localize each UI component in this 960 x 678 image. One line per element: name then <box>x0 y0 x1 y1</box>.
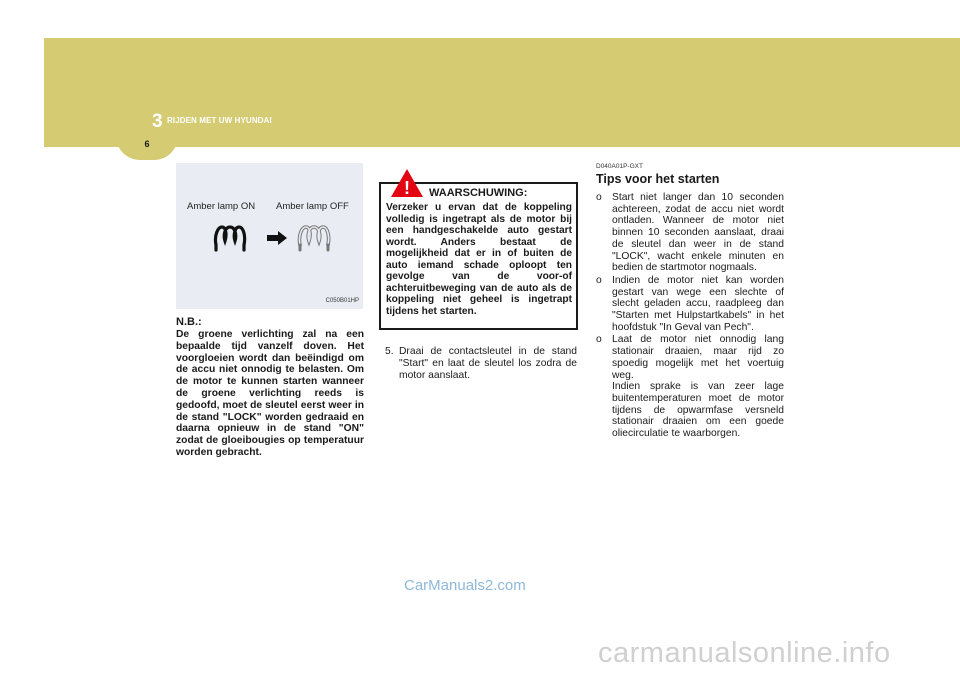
warning-title: WAARSCHUWING: <box>429 187 528 199</box>
page-number: 6 <box>144 139 150 149</box>
figure-code: C050B01HP <box>325 298 359 304</box>
chapter-number: 3 <box>152 111 163 132</box>
watermark: CarManuals2.com <box>404 577 526 594</box>
glow-plug-coil-icon-outline <box>297 223 331 253</box>
tip-text: Indien de motor niet kan worden gestart van wege een slechte of slecht geladen accu, raadpleeg dan "Starten met Hulpstartkabels" in het hoofdstuk "In Geval van Pech". <box>612 274 784 333</box>
tips-title: Tips voor het starten <box>596 172 720 186</box>
tips-code: D040A01P-GXT <box>596 163 643 170</box>
nb-section <box>176 316 364 459</box>
warning-triangle-icon <box>390 168 424 198</box>
page-tab <box>116 132 178 160</box>
step-text: Draai de contactsleutel in de stand "Start" en laat de sleutel los zodra de motor aanslaat. <box>399 346 577 381</box>
warning-text: Verzeker u ervan dat de koppeling volledig is ingetrapt als de motor bij een handgeschakelde auto gestart wordt. Anders bestaat de mogelijkheid dat er in of buiten de auto iemand schade oploopt ten gevolge van de voor-of achteruitbeweging van de auto als de koppeling niet geheel is ingetrapt tijdens het starten. <box>386 202 572 317</box>
bullet: o <box>596 192 602 203</box>
list-item <box>596 275 784 334</box>
step-5 <box>385 346 577 381</box>
list-item <box>596 192 784 274</box>
amber-lamp-on-label: Amber lamp ON <box>187 201 256 212</box>
glow-plug-coil-icon-filled <box>213 223 247 253</box>
step-number: 5. <box>385 346 394 357</box>
nb-title: N.B.: <box>176 316 202 328</box>
header-band <box>44 38 960 147</box>
amber-lamp-figure <box>176 163 363 309</box>
tip-text: Start niet langer dan 10 seconden achtereen, zodat de accu niet wordt ontladen. Wanneer de motor niet binnen 10 seconden aanslaat, draai de sleutel dan weer in de stand "LOCK", wacht enkele minuten en bedien de startmotor nogmaals. <box>612 192 784 274</box>
amber-lamp-off-label: Amber lamp OFF <box>276 201 349 212</box>
list-item <box>596 334 784 439</box>
tip-subtext: Indien sprake is van zeer lage buitentemperaturen moet de motor tijdens de opwarmfase versneld stationair draaien om een goede oliecirculatie te waarborgen. <box>612 381 784 440</box>
nb-text: De groene verlichting zal na een bepaalde tijd vanzelf doven. Het voorgloeien wordt dan beëindigd om de accu niet onnodig te belasten. Om de motor te kunnen starten wanneer de groene verlichting reeds is gedoofd, moet de sleutel eerst weer in de stand "LOCK" worden gedraaid en daarna opnieuw in de stand "ON" zodat de gloeibougies op temperatuur worden gebracht. <box>176 329 364 458</box>
svg-text:!: ! <box>404 178 410 198</box>
footer-brand: carmanualsonline.info <box>598 637 891 669</box>
tips-section <box>596 163 784 441</box>
arrow-right-icon <box>266 230 288 246</box>
bullet: o <box>596 334 602 346</box>
bullet: o <box>596 274 602 286</box>
tip-text: Laat de motor niet onnodig lang stationair draaien, maar rijd zo spoedig mogelijk met het voertuig weg. <box>612 334 784 381</box>
chapter-title: RIJDEN MET UW HYUNDAI <box>167 116 272 125</box>
warning-box <box>379 178 578 330</box>
